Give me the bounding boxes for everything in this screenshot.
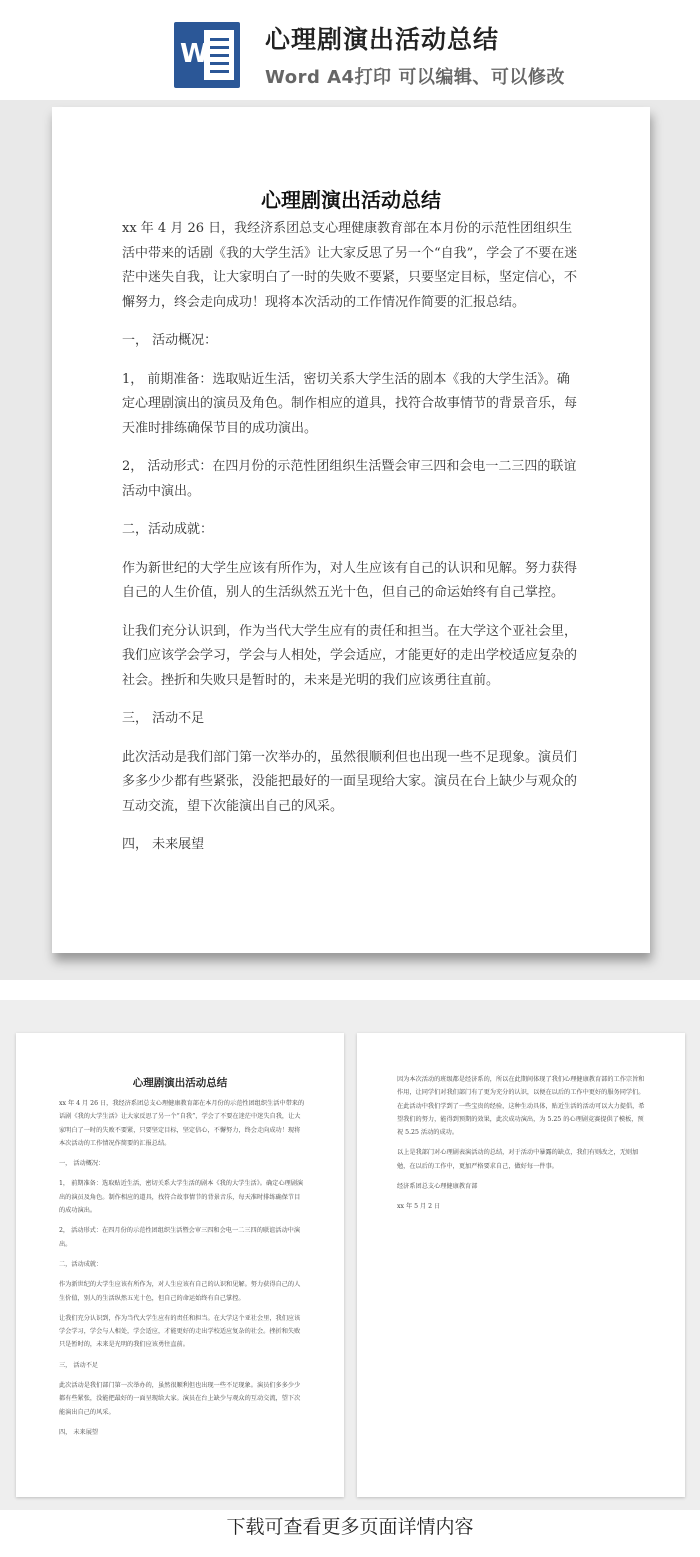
- document-page-main: [52, 107, 650, 953]
- thumbnail-paragraph: 四， 未来展望: [59, 1428, 99, 1436]
- header-title: 心理剧演出活动总结: [265, 25, 500, 54]
- thumbnail-paragraph: 一， 活动概况：: [59, 1160, 105, 1168]
- document-title: 心理剧演出活动总结: [261, 188, 441, 212]
- section-heading: 三， 活动不足: [122, 711, 205, 726]
- thumbnail-paragraph: 2， 活动形式：在四月份的示范性团组织生活暨会审三四和会电一二三四的联谊活动中演出。: [59, 1227, 301, 1248]
- header: [0, 0, 700, 100]
- word-icon-letter: W: [180, 39, 209, 69]
- thumbnail-paragraph: 二，活动成就：: [59, 1260, 103, 1268]
- download-more-link[interactable]: 下载可查看更多页面详情内容: [226, 1516, 474, 1538]
- document-paragraph: 作为新世纪的大学生应该有所作为，对人生应该有自己的认识和见解。努力获得自己的人生价值，别人的生活纵然五光十色，但自己的命运始终有自己掌控。: [122, 560, 578, 600]
- header-subtitle: Word A4打印 可以编辑、可以修改: [265, 67, 565, 88]
- document-paragraph: xx 年 4 月 26 日，我经济系团总支心理健康教育部在本月份的示范性团组织生活中带来的话剧《我的大学生活》让大家反思了另一个“自我”，学会了不要在迷茫中迷失自我，让大家明白了一时的失败不要紧，只要坚定目标，坚定信心，不懈努力，终会走向成功！现将本次活动的工作情况作简要的汇报总结。: [122, 221, 578, 310]
- thumbnail-paragraph: 三， 活动不足: [59, 1361, 99, 1369]
- document-paragraph: 2， 活动形式：在四月份的示范性团组织生活暨会审三四和会电一二三四的联谊活动中演出。: [122, 459, 577, 499]
- document-paragraph: 1， 前期准备：选取贴近生活，密切关系大学生活的剧本《我的大学生活》。确定心理剧演出的演员及角色。制作相应的道具，找符合故事情节的背景音乐，每天准时排练确保节目的成功演出。: [122, 371, 578, 436]
- document-body: [122, 217, 582, 872]
- thumbnail-paragraph: xx 年 5 月 2 日: [397, 1203, 441, 1211]
- document-paragraph: 此次活动是我们部门第一次举办的，虽然很顺利但也出现一些不足现象。演员们多多少少都有些紧张，没能把最好的一面呈现给大家。演员在台上缺少与观众的互动交流，望下次能演出自己的风采。: [122, 749, 578, 814]
- thumbnail-page-1[interactable]: [16, 1033, 344, 1497]
- thumbnail-paragraph: 1， 前期准备：选取贴近生活，密切关系大学生活的剧本《我的大学生活》。确定心理剧演出的演员及角色。制作相应的道具，找符合故事情节的背景音乐，每天准时排练确保节目的成功演出。: [59, 1180, 304, 1215]
- word-icon: [174, 22, 240, 88]
- thumbnail-paragraph: 因为本次活动的班级都是经济系的，所以在此期间体现了我们心理健康教育部的工作宗旨和作用，让同学们对我们部门有了更为充分的认识，以便在以后的工作中更好的服务同学们。在此活动中我们学到了一些宝贵的经验，这种生动具体，贴近生活的活动可以大力提倡，希望我们的努力，能得到预期的效果，此次成功演出，为 5.25 的心理剧竞赛提供了模板，预祝 5.25 活动的成功。: [397, 1076, 645, 1137]
- thumbnail-body: [397, 1073, 649, 1221]
- section-heading: 一， 活动概况：: [122, 333, 218, 348]
- thumbnail-paragraph: 经济系团总支心理健康教育部: [397, 1183, 478, 1191]
- section-heading: 二，活动成就：: [122, 522, 214, 537]
- thumbnail-title: 心理剧演出活动总结: [132, 1077, 228, 1089]
- document-paragraph: 让我们充分认识到，作为当代大学生应有的责任和担当。在大学这个亚社会里，我们应该学会学习，学会与人相处，学会适应，才能更好的走出学校适应复杂的社会。挫折和失败只是暂时的，未来是光明的我们应该勇往直前。: [122, 623, 578, 688]
- thumbnail-page-2[interactable]: [357, 1033, 685, 1497]
- thumbnail-paragraph: xx 年 4 月 26 日，我经济系团总支心理健康教育部在本月份的示范性团组织生活中带来的话剧《我的大学生活》让大家反思了另一个“自我”，学会了不要在迷茫中迷失自我，让大家明白了一时的失败不要紧，只要坚定目标，坚定信心，不懈努力，终会走向成功！现将本次活动的工作情况作简要的汇报总结。: [59, 1100, 305, 1147]
- thumbnail-paragraph: 作为新世纪的大学生应该有所作为，对人生应该有自己的认识和见解。努力获得自己的人生价值，别人的生活纵然五光十色，但自己的命运始终有自己掌控。: [59, 1281, 301, 1302]
- thumbnail-body: [59, 1097, 305, 1446]
- thumbnail-paragraph: 以上是我部门对心理剧表演活动的总结，对于活动中暴露的缺点，我们有则改之，无则加勉，在以后的工作中，更加严格要求自己，做好每一件事。: [397, 1149, 639, 1170]
- section-heading: 四， 未来展望: [122, 837, 205, 852]
- thumbnail-paragraph: 此次活动是我们部门第一次举办的，虽然很顺利但也出现一些不足现象。演员们多多少少都有些紧张，没能把最好的一面呈现给大家。演员在台上缺少与观众的互动交流，望下次能演出自己的风采。: [59, 1382, 301, 1416]
- thumbnail-paragraph: 让我们充分认识到，作为当代大学生应有的责任和担当。在大学这个亚社会里，我们应该学会学习，学会与人相处，学会适应，才能更好的走出学校适应复杂的社会。挫折和失败只是暂时的，未来是光明的我们应该勇往直前。: [59, 1314, 301, 1349]
